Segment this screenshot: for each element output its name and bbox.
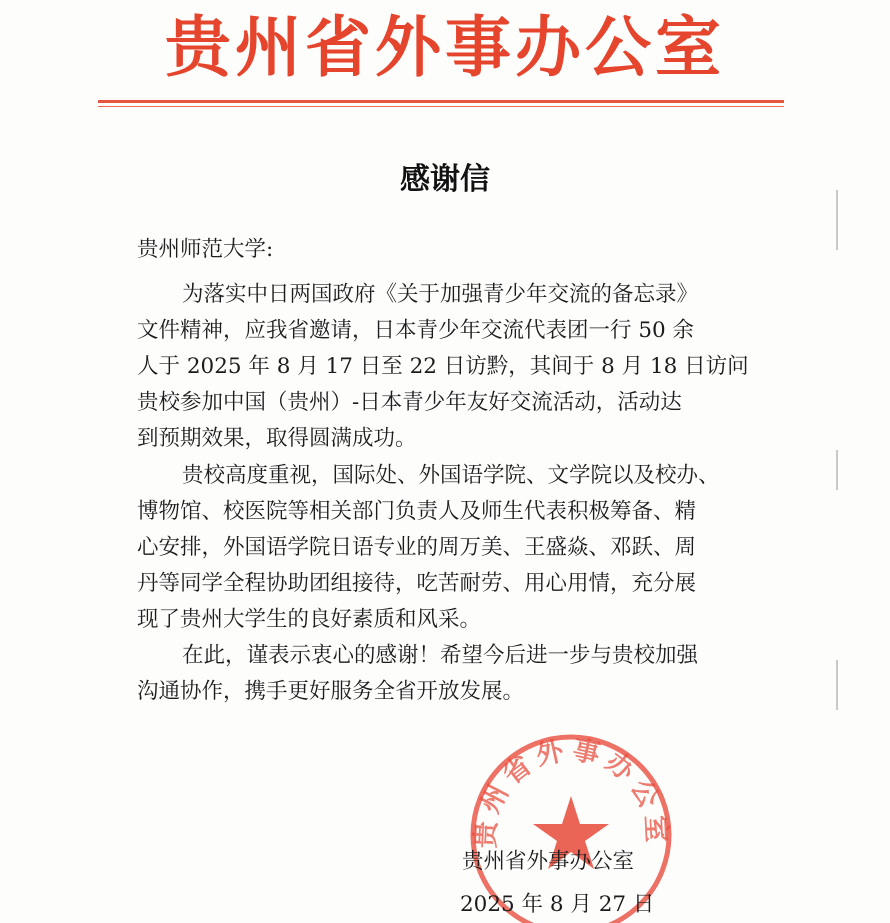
letterhead-rule-thick [98,100,784,103]
letter-title: 感谢信 [400,162,490,197]
body-line-8: 心安排，外国语学院日语专业的周万美、王盛焱、邓跃、周 [137,535,697,560]
letterhead-rule-thin [98,106,784,107]
scan-edge-mark [836,660,838,710]
scan-edge-mark [836,450,838,490]
body-line-12: 沟通协作，携手更好服务全省开放发展。 [137,679,525,704]
body-line-11: 在此，谨表示衷心的感谢！希望今后进一步与贵校加强 [182,643,699,668]
seal-text: 贵州省外事办公室 [470,734,672,849]
letterhead-title: 贵州省外事办公室 [165,8,725,86]
scan-edge-mark [836,190,838,250]
salutation: 贵州师范大学: [137,237,274,262]
body-line-5: 到预期效果，取得圆满成功。 [137,426,417,451]
body-line-9: 丹等同学全程协助团组接待，吃苦耐劳、用心用情，充分展 [137,571,697,596]
body-line-10: 现了贵州大学生的良好素质和风采。 [137,607,482,632]
body-line-3: 人于 2025 年 8 月 17 日至 22 日访黔，其间于 8 月 18 日访问 [137,354,749,379]
body-line-1: 为落实中日两国政府《关于加强青少年交流的备忘录》 [182,282,699,307]
body-line-2: 文件精神，应我省邀请，日本青少年交流代表团一行 50 余 [137,318,695,343]
body-line-4: 贵校参加中国（贵州）-日本青少年友好交流活动，活动达 [137,390,682,415]
body-line-7: 博物馆、校医院等相关部门负责人及师生代表积极筹备、精 [137,499,697,524]
signature-organization: 贵州省外事办公室 [462,849,635,874]
body-line-6: 贵校高度重视，国际处、外国语学院、文学院以及校办、 [182,463,720,488]
signature-date: 2025 年 8 月 27 日 [460,892,655,917]
